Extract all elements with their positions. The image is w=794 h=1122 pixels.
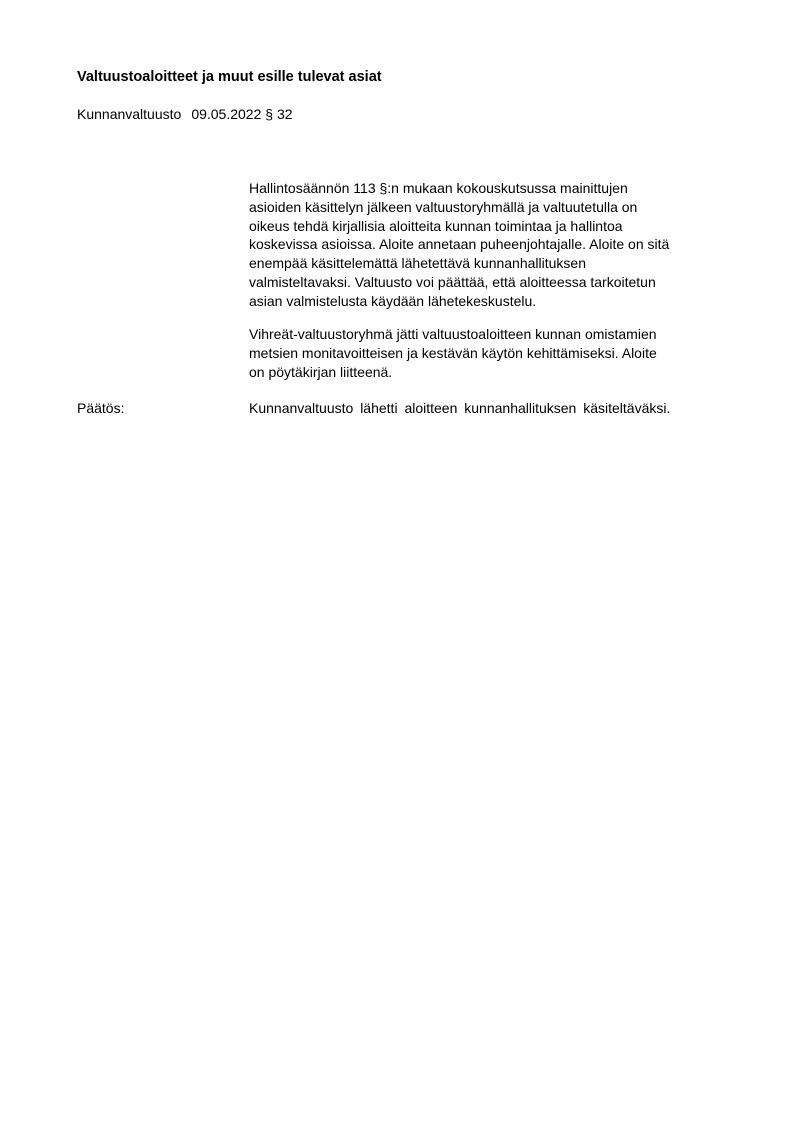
- paragraph-line: asian valmistelusta käydään lähetekeskustelu.: [249, 292, 537, 309]
- decision-label: Päätös:: [77, 400, 125, 416]
- date-section: 09.05.2022 § 32: [191, 106, 293, 122]
- paragraph-initiative: [249, 325, 739, 381]
- paragraph-line: koskevissa asioissa. Aloite annetaan puheenjohtajalle. Aloite on sitä: [249, 236, 670, 253]
- paragraph-line: Vihreät-valtuustoryhmä jätti valtuustoaloitteen kunnan omistamien: [249, 326, 657, 342]
- paragraph-line: enempää käsittelemättä lähetettävä kunnanhallituksen: [249, 255, 586, 272]
- body-name: Kunnanvaltuusto: [77, 106, 182, 122]
- paragraph-background: [249, 179, 739, 311]
- meeting-info: [77, 106, 293, 122]
- paragraph-line: oikeus tehdä kirjallisia aloitteita kunnan toimintaa ja hallintoa: [249, 217, 623, 234]
- decision-text: Kunnanvaltuusto lähetti aloitteen kunnanhallituksen käsiteltäväksi.: [249, 400, 671, 416]
- paragraph-line: on pöytäkirjan liitteenä.: [249, 363, 393, 380]
- page-title: Valtuustoaloitteet ja muut esille tulevat asiat: [77, 69, 382, 85]
- paragraph-line: valmisteltavaksi. Valtuusto voi päättää, että aloitteessa tarkoitetun: [249, 273, 656, 290]
- paragraph-line: asioiden käsittelyn jälkeen valtuustoryhmällä ja valtuutetulla on: [249, 198, 638, 215]
- paragraph-line: Hallintosäännön 113 §:n mukaan kokouskutsussa mainittujen: [249, 180, 628, 196]
- paragraph-line: metsien monitavoitteisen ja kestävän käytön kehittämiseksi. Aloite: [249, 344, 657, 361]
